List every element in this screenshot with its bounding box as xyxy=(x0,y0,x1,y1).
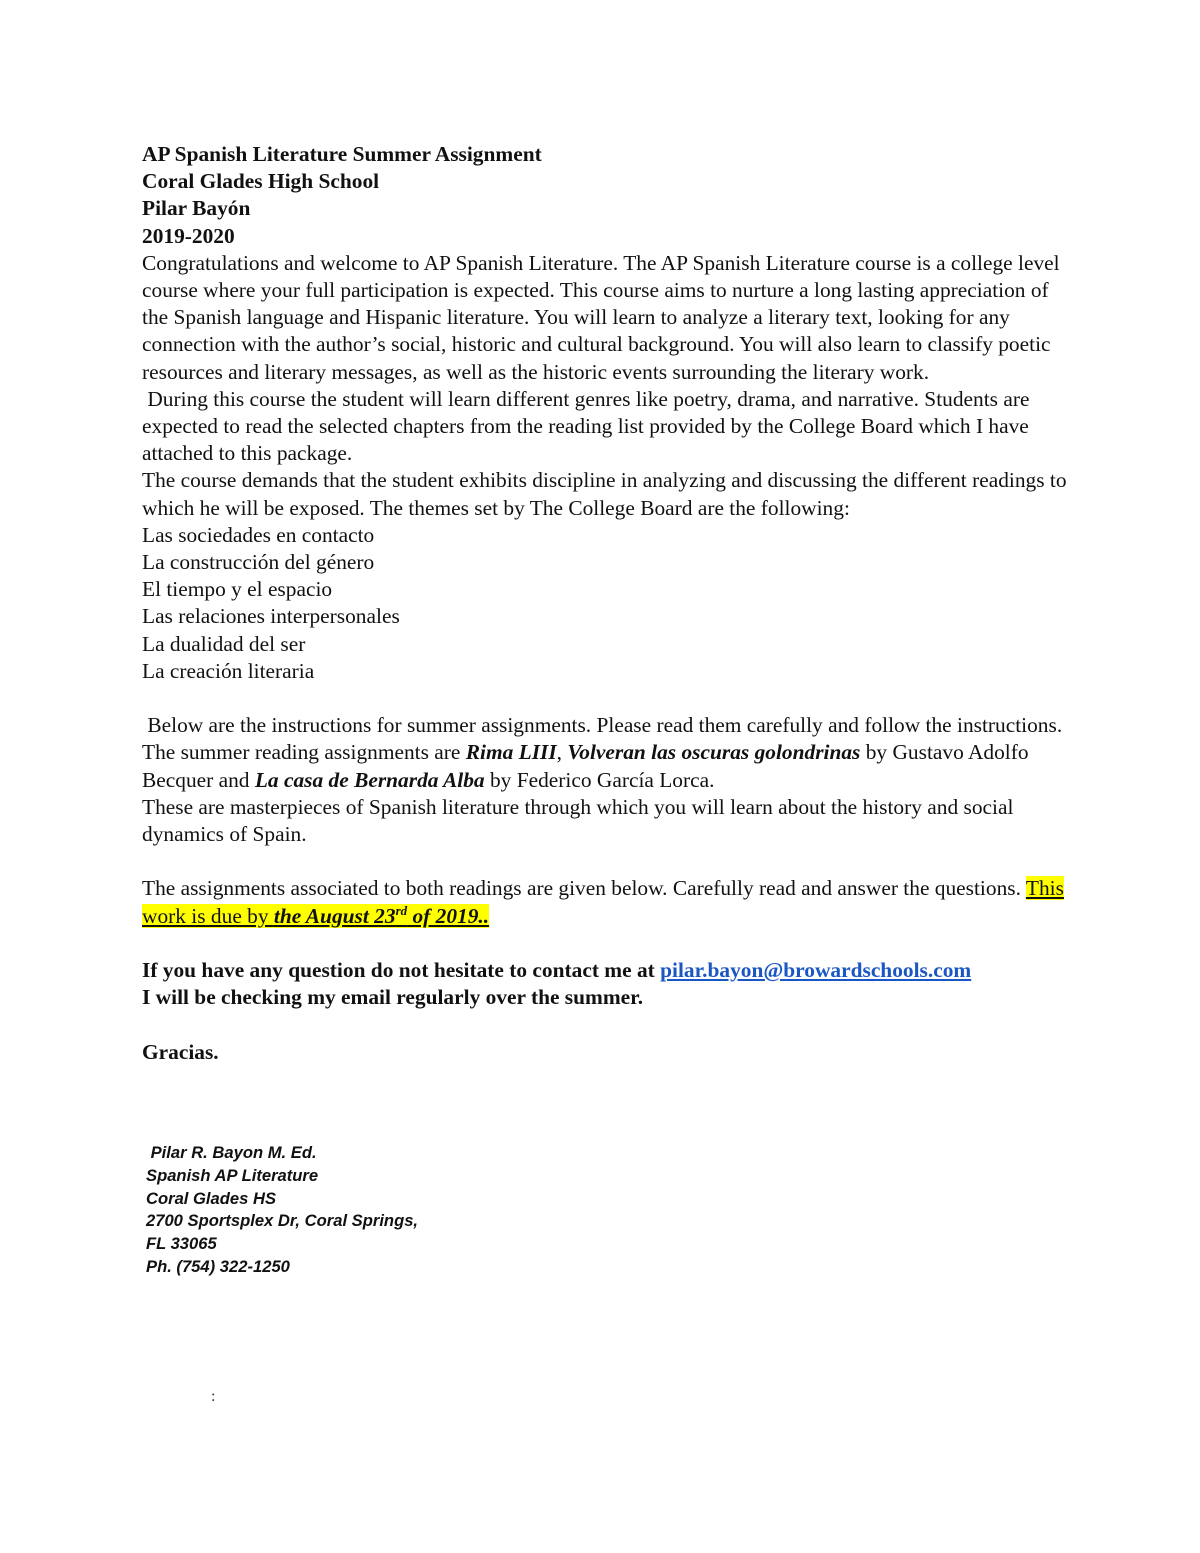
due-date-year: of 2019.. xyxy=(407,903,490,928)
signature-name: Pilar R. Bayon M. Ed. xyxy=(146,1143,317,1162)
signature-state-zip: FL 33065 xyxy=(146,1234,217,1254)
assignments-paragraph xyxy=(142,875,1072,929)
author-lorca: by Federico García Lorca. xyxy=(484,767,715,792)
spacer xyxy=(142,685,1072,712)
theme-item: El tiempo y el espacio xyxy=(142,577,333,602)
author-becquer: by Gustavo Adolfo Becquer and xyxy=(142,740,1029,792)
spacer xyxy=(142,848,1072,875)
signature-address: 2700 Sportsplex Dr, Coral Springs, xyxy=(146,1211,419,1231)
readings-prefix: The summer reading assignments are xyxy=(142,740,466,765)
separator: , xyxy=(556,740,568,765)
email-check-line: I will be checking my email regularly over the summer. xyxy=(142,985,644,1010)
contact-text: If you have any question do not hesitate to contact me at xyxy=(142,958,661,983)
document-title: AP Spanish Literature Summer Assignment xyxy=(142,142,542,166)
signature-block xyxy=(146,1142,418,1279)
instructions-paragraph: Below are the instructions for summer assignments. Please read them carefully and follow the instructions. xyxy=(142,713,1063,738)
spacer xyxy=(142,930,1072,957)
school-name: Coral Glades High School xyxy=(142,169,380,194)
theme-item: Las sociedades en contacto xyxy=(142,522,375,547)
signature-title: Spanish AP Literature xyxy=(146,1165,319,1185)
theme-item: La creación literaria xyxy=(142,658,315,683)
work-title-rima: Rima LIII xyxy=(465,740,557,765)
theme-item: Las relaciones interpersonales xyxy=(142,604,400,629)
themes-list xyxy=(142,522,1072,685)
spacer xyxy=(142,1011,1072,1038)
teacher-name: Pilar Bayón xyxy=(142,196,251,221)
signature-phone: Ph. (754) 322-1250 xyxy=(146,1256,290,1276)
intro-paragraph: Congratulations and welcome to AP Spanish Literature. The AP Spanish Literature course is a college level course where your full participation is expected. This course aims to nurture a long lasting appreciation of the Spanish language and Hispanic literature. You will learn to analyze a literary text, looking for any connection with the author’s social, historic and cultural background. You will also learn to classify poetic resources and literary messages, as well as the historic events surrounding the literary work. xyxy=(142,250,1060,384)
contact-line xyxy=(142,957,1072,984)
document-body xyxy=(142,141,1072,1066)
theme-item: La construcción del género xyxy=(142,550,375,575)
assignments-text: The assignments associated to both readings are given below. Carefully read and answer the questions. xyxy=(142,876,1026,901)
signature-school: Coral Glades HS xyxy=(146,1188,277,1208)
themes-intro-paragraph: The course demands that the student exhibits discipline in analyzing and discussing the different readings to which he will be exposed. The themes set by The College Board are the following: xyxy=(142,468,1067,520)
school-year: 2019-2020 xyxy=(142,223,235,248)
work-title-golondrinas: Volveran las oscuras golondrinas xyxy=(567,740,861,765)
due-date-ordinal: rd xyxy=(395,902,408,918)
work-title-bernarda-alba: La casa de Bernarda Alba xyxy=(254,767,485,792)
email-link[interactable]: pilar.bayon@browardschools.com xyxy=(660,958,972,983)
due-date xyxy=(274,904,489,928)
due-date-main: the August 23 xyxy=(273,903,396,928)
closing: Gracias. xyxy=(142,1039,219,1064)
masterpieces-paragraph: These are masterpieces of Spanish literature through which you will learn about the history and social dynamics of Spain. xyxy=(142,794,1014,847)
stray-mark: : xyxy=(211,1388,216,1405)
readings-paragraph xyxy=(142,739,1072,793)
due-prefix: This work is due by xyxy=(142,876,1064,928)
genres-paragraph: During this course the student will learn different genres like poetry, drama, and narrative. Students are expected to read the selected chapters from the reading list provided by the College Board which I have attached to this package. xyxy=(142,386,1035,466)
theme-item: La dualidad del ser xyxy=(142,631,306,656)
